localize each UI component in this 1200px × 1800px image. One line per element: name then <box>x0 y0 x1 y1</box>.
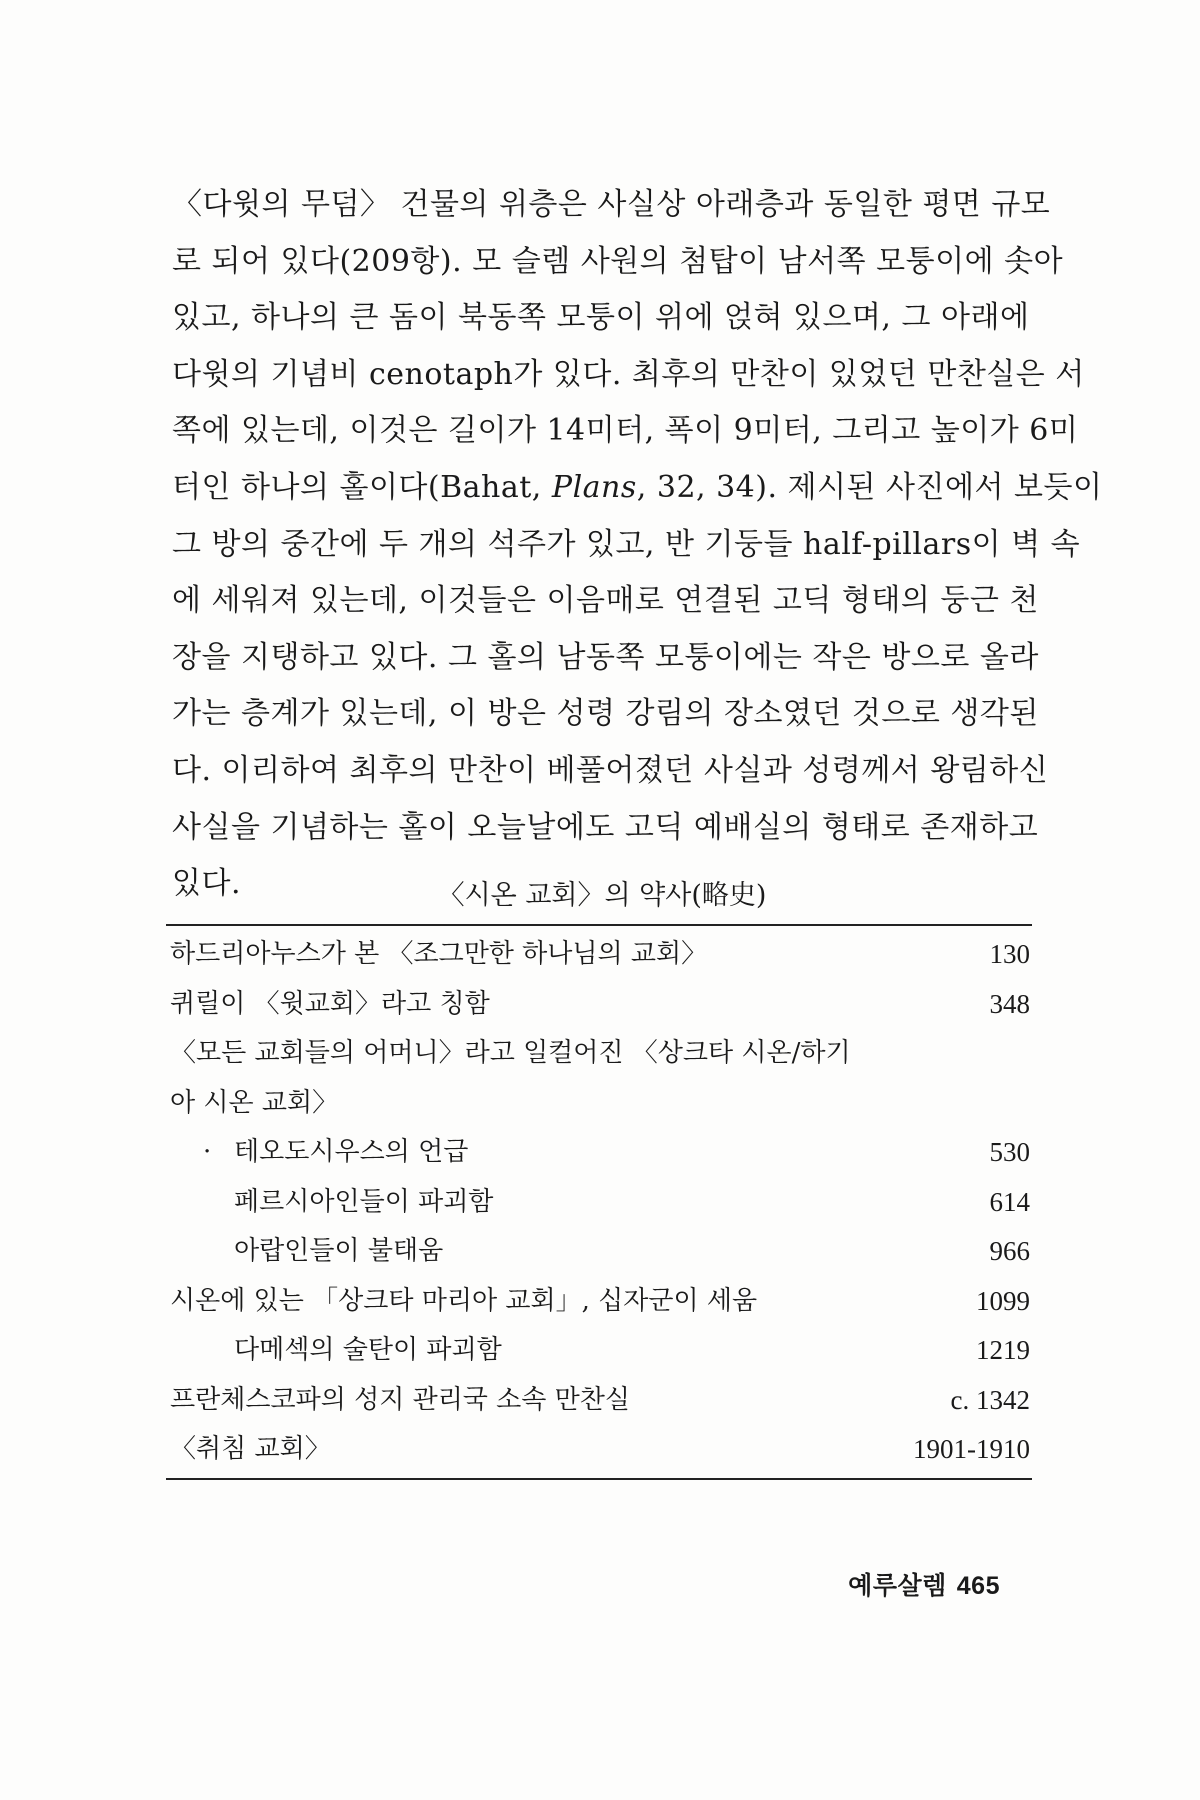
row-year: 530 <box>989 1137 1030 1167</box>
row-label: 페르시아인들이 파괴함 <box>234 1186 494 1217</box>
table-row <box>166 1178 1032 1228</box>
row-label: 하드리아누스가 본 〈조그만한 하나님의 교회〉 <box>170 939 708 969</box>
row-label: 다메섹의 술탄이 파괴함 <box>234 1335 502 1365</box>
paragraph-line: 다. 이리하여 최후의 만찬이 베풀어졌던 사실과 성령께서 왕림하신 <box>172 752 1049 788</box>
table-top-rule <box>166 924 1032 926</box>
body-paragraph <box>172 177 1103 913</box>
running-title: 예루살렘 <box>848 1572 947 1600</box>
table-row <box>166 1029 1032 1128</box>
row-year: 130 <box>989 939 1030 969</box>
row-label: 아랍인들이 불태움 <box>234 1236 444 1266</box>
table-row <box>166 1277 1032 1327</box>
row-year: 614 <box>989 1186 1030 1217</box>
table-bottom-rule <box>166 1478 1032 1480</box>
row-label: 프란체스코파의 성지 관리국 소속 만찬실 <box>170 1384 631 1415</box>
paragraph-line: 쪽에 있는데, 이것은 길이가 14미터, 폭이 9미터, 그리고 높이가 6미 <box>172 413 1079 449</box>
paragraph-line: 사실을 기념하는 홀이 오늘날에도 고딕 예배실의 형태로 존재하고 <box>172 809 1039 845</box>
citation-title: Plans <box>551 469 637 505</box>
paragraph-line: 〈다윗의 무덤〉 건물의 위층은 사실상 아래층과 동일한 평면 규모 <box>172 187 1051 222</box>
paragraph-line: 가는 층계가 있는데, 이 방은 성령 강림의 장소였던 것으로 생각된 <box>172 696 1039 732</box>
paragraph-line: 장을 지탱하고 있다. 그 홀의 남동쪽 모퉁이에는 작은 방으로 올라 <box>172 639 1039 675</box>
row-label: 퀴릴이 〈윗교회〉라고 칭함 <box>170 988 490 1019</box>
row-label: 테오도시우스의 언급 <box>234 1137 469 1167</box>
row-year: c. 1342 <box>950 1384 1030 1415</box>
table-row <box>166 930 1032 980</box>
row-label: 〈모든 교회들의 어머니〉라고 일컬어진 〈상크타 시온/하기아 시온 교회〉 <box>170 1038 851 1118</box>
row-year: 966 <box>989 1236 1030 1266</box>
row-year: 1099 <box>976 1285 1030 1316</box>
paragraph-line: 다윗의 기념비 cenotaph가 있다. 최후의 만찬이 있었던 만찬실은 서 <box>172 356 1085 392</box>
bullet-dot: · <box>203 1137 212 1167</box>
table-row <box>166 1425 1032 1475</box>
row-year: 1219 <box>976 1335 1030 1365</box>
paragraph-line: 그 방의 중간에 두 개의 석주가 있고, 반 기둥들 half-pillars이 벽 속 <box>172 526 1081 562</box>
row-year: 1901-1910 <box>913 1434 1030 1464</box>
paragraph-line: 있고, 하나의 큰 돔이 북동쪽 모퉁이 위에 얹혀 있으며, 그 아래에 <box>172 300 1030 336</box>
table-title: 〈시온 교회〉의 약사(略史) <box>437 880 767 911</box>
paragraph-line: 에 세워져 있는데, 이것들은 이음매로 연결된 고딕 형태의 둥근 천 <box>172 583 1039 619</box>
row-year: 348 <box>989 988 1030 1019</box>
paragraph-line: 있다. <box>172 866 241 902</box>
table-row <box>166 980 1032 1030</box>
row-label: 시온에 있는 「상크타 마리아 교회」, 십자군이 세움 <box>170 1285 758 1316</box>
chronology-table <box>166 930 1032 1475</box>
paragraph-line: 로 되어 있다(209항). 모 슬렘 사원의 첨탑이 남서쪽 모퉁이에 솟아 <box>172 243 1064 279</box>
page-number: 465 <box>956 1572 1000 1600</box>
citation-prefix: 터인 하나의 홀이다(Bahat, <box>172 469 552 505</box>
paragraph-line-citation <box>172 460 1103 517</box>
row-label: 〈취침 교회〉 <box>170 1434 331 1464</box>
table-row <box>166 1326 1032 1376</box>
page-footer <box>848 1566 1000 1602</box>
table-row <box>166 1227 1032 1277</box>
table-row <box>166 1128 1032 1178</box>
citation-suffix: , 32, 34). 제시된 사진에서 보듯이 <box>636 469 1103 505</box>
table-row <box>166 1376 1032 1426</box>
